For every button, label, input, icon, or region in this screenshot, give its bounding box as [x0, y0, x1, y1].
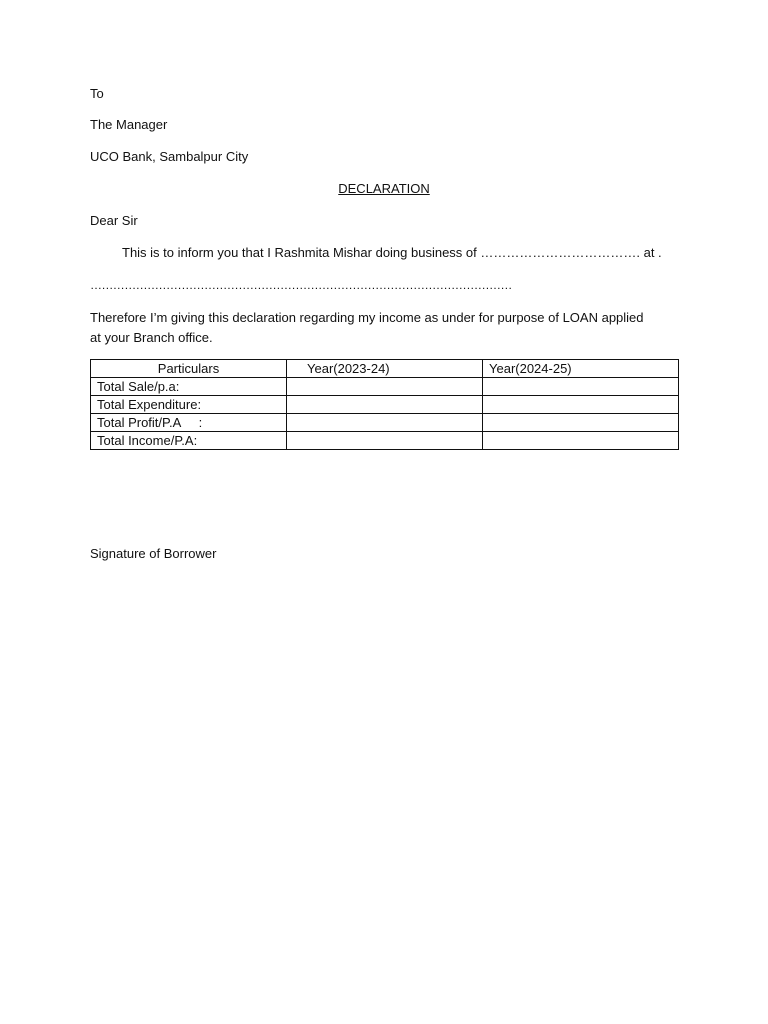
- header-year-2024-25: Year(2024-25): [483, 360, 679, 378]
- row-label: Total Sale/p.a:: [91, 378, 287, 396]
- table-header-row: [91, 360, 679, 378]
- table-row: [91, 396, 679, 414]
- row-label: Total Profit/P.A :: [91, 414, 287, 432]
- income-table: [90, 359, 679, 450]
- declaration-paragraph: Therefore I’m giving this declaration regarding my income as under for purpose of LOAN applied at your Branch office.: [90, 310, 644, 345]
- table-row: [91, 414, 679, 432]
- row-value-year2: [483, 378, 679, 396]
- salutation: Dear Sir: [90, 213, 138, 228]
- row-value-year1: [287, 378, 483, 396]
- row-label: Total Expenditure:: [91, 396, 287, 414]
- inform-line: This is to inform you that I Rashmita Mishar doing business of ………………………………. at .: [122, 245, 662, 260]
- declaration-heading: DECLARATION: [338, 181, 430, 196]
- recipient-line: The Manager: [90, 117, 168, 132]
- table-row: [91, 432, 679, 450]
- row-value-year2: [483, 396, 679, 414]
- bank-line: UCO Bank, Sambalpur City: [90, 149, 249, 164]
- to-line: To: [90, 86, 104, 101]
- dotted-line: …………………………………………………………………………………………………: [90, 278, 512, 292]
- row-value-year1: [287, 396, 483, 414]
- header-particulars: Particulars: [91, 360, 287, 378]
- row-value-year2: [483, 414, 679, 432]
- signature-label: Signature of Borrower: [90, 546, 217, 561]
- row-value-year2: [483, 432, 679, 450]
- row-value-year1: [287, 414, 483, 432]
- header-year-2023-24: Year(2023-24): [287, 360, 483, 378]
- row-value-year1: [287, 432, 483, 450]
- table-row: [91, 378, 679, 396]
- row-label: Total Income/P.A:: [91, 432, 287, 450]
